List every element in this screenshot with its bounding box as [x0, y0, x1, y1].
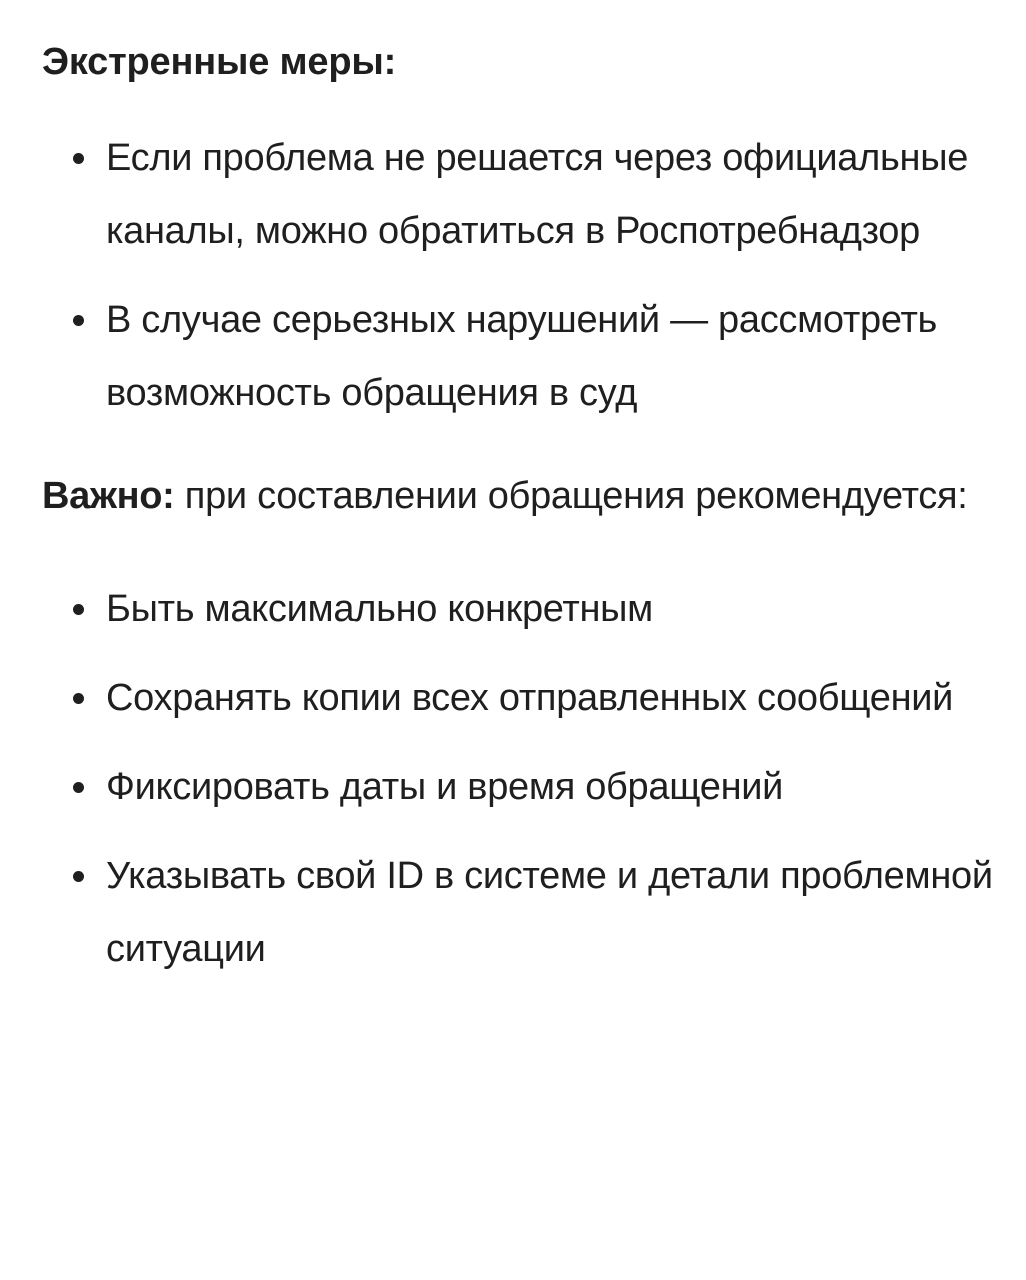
list-item-text: Если проблема не решается через официальные каналы, можно обратиться в Роспотребнадзор [106, 137, 969, 252]
list-item-text: Фиксировать даты и время обращений [106, 766, 784, 808]
list-item-text: Сохранять копии всех отправленных сообщений [106, 677, 954, 719]
list-item [42, 284, 996, 430]
list-item-text: Указывать свой ID в системе и детали проблемной ситуации [106, 855, 993, 970]
list-item-text: В случае серьезных нарушений — рассмотреть возможность обращения в суд [106, 299, 938, 414]
section-heading: Экстренные меры: [42, 41, 397, 83]
list-item [42, 840, 996, 986]
emergency-measures-list [42, 122, 996, 430]
note-label: Важно: [42, 475, 175, 517]
bullet-icon [73, 315, 84, 326]
important-note [42, 460, 996, 533]
bullet-icon [73, 604, 84, 615]
bullet-icon [73, 871, 84, 882]
list-item [42, 573, 996, 646]
recommendations-list [42, 573, 996, 986]
bullet-icon [73, 153, 84, 164]
list-item [42, 122, 996, 268]
list-item [42, 751, 996, 824]
list-item [42, 662, 996, 735]
bullet-icon [73, 693, 84, 704]
bullet-icon [73, 782, 84, 793]
list-item-text: Быть максимально конкретным [106, 588, 653, 630]
note-text: при составлении обращения рекомендуется: [174, 475, 968, 517]
